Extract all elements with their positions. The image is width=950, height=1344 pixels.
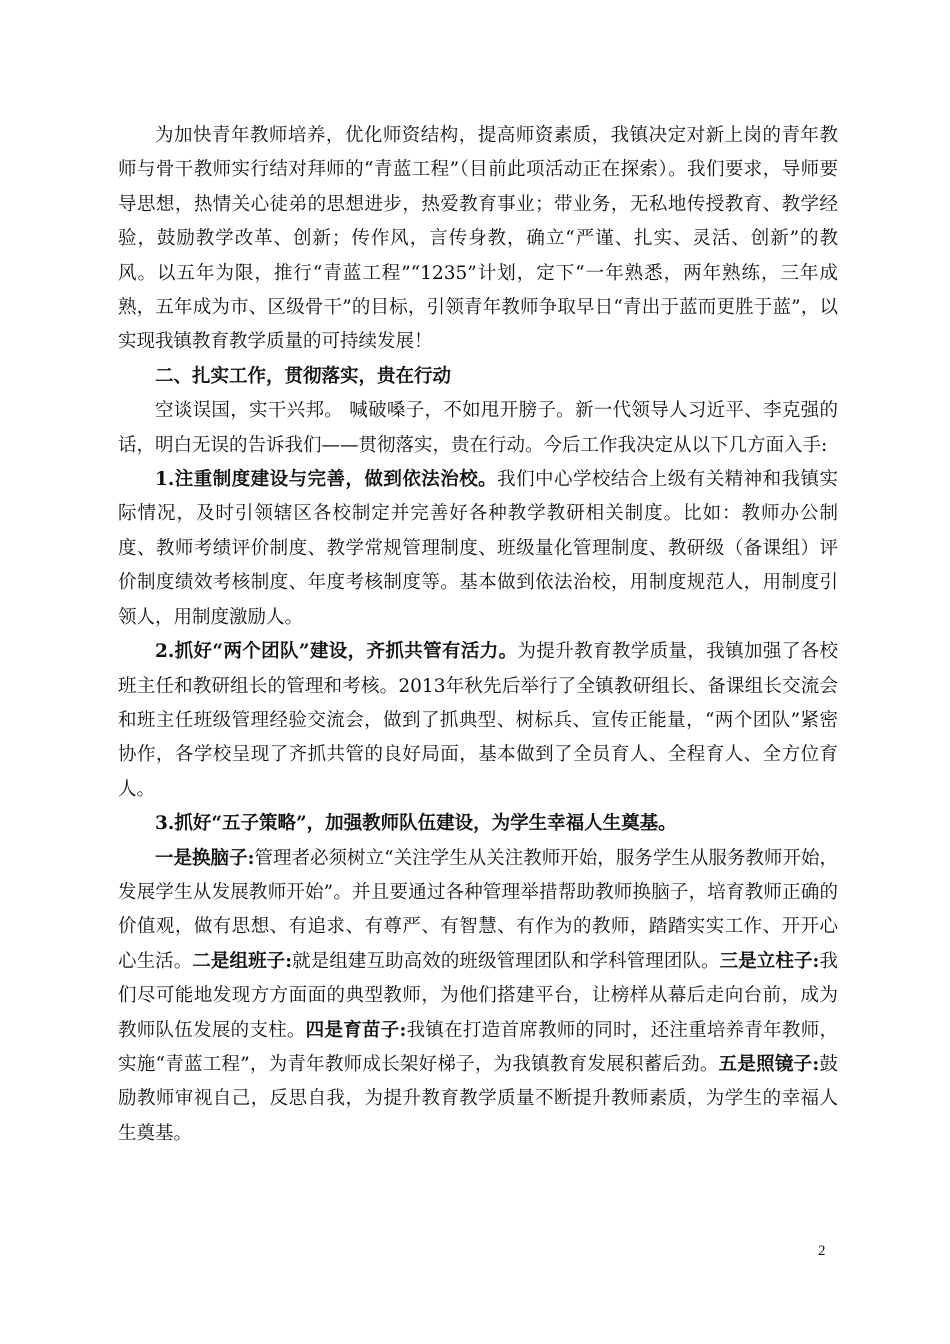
strategy-3-text: 我们尽可能地发现方方面面的典型教师，为他们搭建平台，让榜样从幕后走向台前，成为教师队伍发展的支柱。 bbox=[118, 950, 838, 1041]
strategy-2-text: 就是组建互助高效的班级管理团队和学科管理团队。 bbox=[292, 950, 720, 972]
five-strategies-paragraph bbox=[118, 842, 838, 1152]
item-2-text: 为提升教育教学质量，我镇加强了各校班主任和教研组长的管理和考核。2013年秋先后举行了全镇教研组长、备课组长交流会和班主任班级管理经验交流会，做到了抓典型、树标兵、宣传正能量，“两个团队”紧密协作，各学校呈现了齐抓共管的良好局面，基本做到了全员育人、全程育人、全方位育人。 bbox=[118, 641, 838, 800]
strategy-5-text: 鼓励教师审视自己，反思自我，为提升教育教学质量不断提升教师素质，为学生的幸福人生奠基。 bbox=[118, 1053, 838, 1144]
item-1-title: 1.注重制度建设与完善，做到依法治校。 bbox=[155, 469, 498, 491]
document-body bbox=[118, 119, 838, 1151]
strategy-3-title: 三是立柱子: bbox=[719, 950, 820, 972]
paragraph-action-intro: 空谈误国，实干兴邦。 喊破嗓子，不如甩开膀子。新一代领导人习近平、李克强的话，明白无误的告诉我们——贯彻落实，贵在行动。今后工作我决定从以下几方面入手: bbox=[118, 400, 838, 456]
strategy-4-text: 我镇在打造首席教师的同时，还注重培养青年教师，实施“青蓝工程”，为青年教师成长架好梯子，为我镇教育发展积蓄后劲。 bbox=[118, 1019, 838, 1075]
strategy-4-title: 四是育苗子: bbox=[305, 1019, 407, 1041]
strategy-5-title: 五是照镜子: bbox=[718, 1053, 820, 1075]
item-2-title: 2.抓好“两个团队”建设，齐抓共管有活力。 bbox=[155, 641, 518, 663]
page-number: 2 bbox=[818, 1243, 826, 1259]
item-2-paragraph bbox=[118, 635, 838, 807]
paragraph-qinglan-project: 为加快青年教师培养，优化师资结构，提高师资素质，我镇决定对新上岗的青年教师与骨干教师实行结对拜师的“青蓝工程”（目前此项活动正在探索）。我们要求，导师要导思想，热情关心徒弟的思想进步，热爱教育事业；带业务，无私地传授教育、教学经验，鼓励教学改革、创新；传作风，言传身教，确立“严谨、扎实、灵活、创新”的教风。以五年为限，推行“青蓝工程”“1235”计划，定下“一年熟悉，两年熟练，三年成熟，五年成为市、区级骨干”的目标，引领青年教师争取早日“青出于蓝而更胜于蓝”，以实现我镇教育教学质量的可持续发展！ bbox=[118, 125, 838, 353]
item-1-text: 我们中心学校结合上级有关精神和我镇实际情况，及时引领辖区各校制定并完善好各种教学教研相关制度。比如：教师办公制度、教师考绩评价制度、教学常规管理制度、班级量化管理制度、教研级（备课组）评价制度绩效考核制度、年度考核制度等。基本做到依法治校，用制度规范人，用制度引领人，用制度激励人。 bbox=[118, 469, 838, 628]
strategy-1-text: 管理者必须树立“关注学生从关注教师开始，服务学生从服务教师开始，发展学生从发展教师开始”。并且要通过各种管理举措帮助教师换脑子，培育教师正确的价值观，做有思想、有追求、有尊严、有智慧、有作为的教师，踏踏实实工作、开开心心生活。 bbox=[118, 847, 838, 972]
item-1-paragraph bbox=[118, 463, 838, 635]
section-heading-2: 二、扎实工作，贯彻落实，贵在行动 bbox=[155, 365, 452, 387]
strategy-2-title: 二是组班子: bbox=[192, 950, 293, 972]
strategy-1-title: 一是换脑子: bbox=[155, 847, 255, 869]
item-3-title: 3.抓好“五子策略”，加强教师队伍建设，为学生幸福人生奠基。 bbox=[155, 813, 677, 835]
